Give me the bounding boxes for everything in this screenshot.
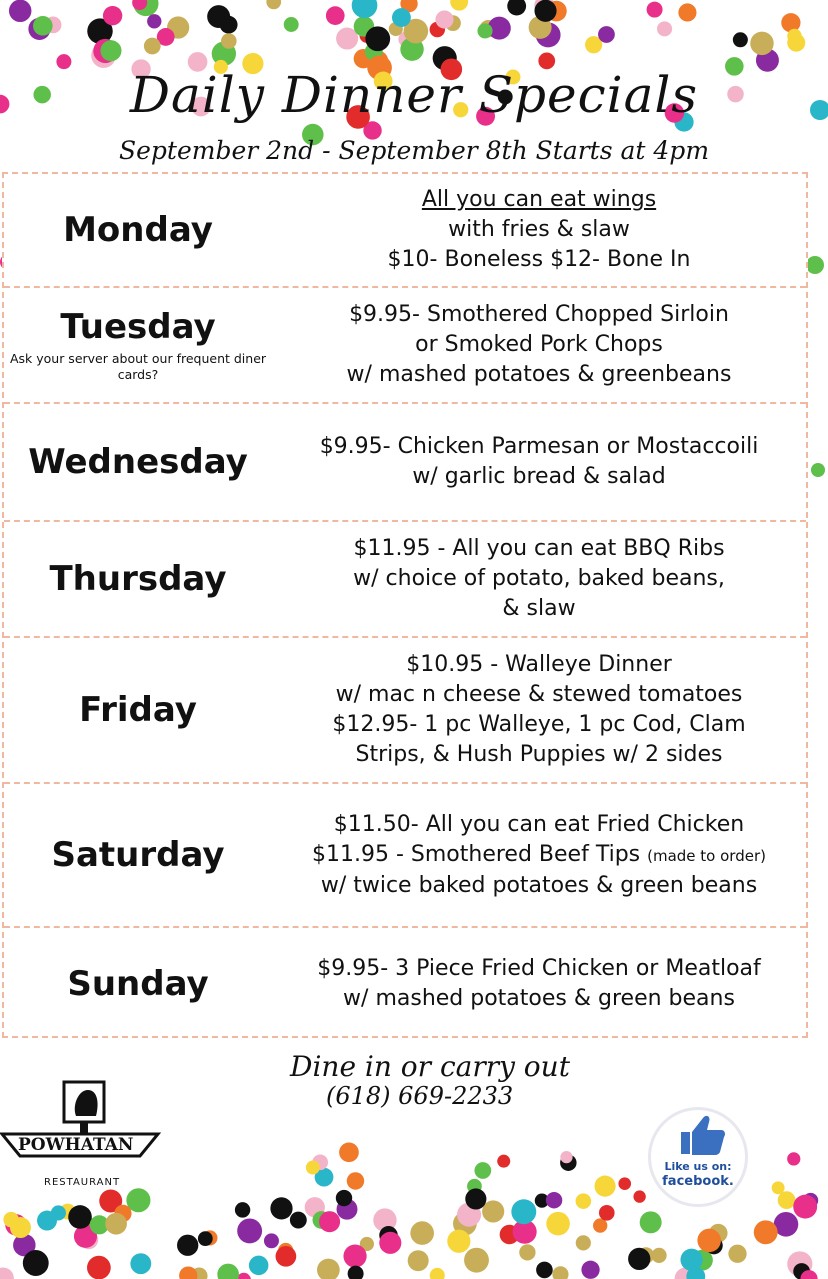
special-line xyxy=(406,650,672,680)
confetti-dot xyxy=(217,1264,239,1279)
special-line xyxy=(415,330,663,360)
special-line-text: with fries & slaw xyxy=(448,217,630,242)
confetti-dot xyxy=(787,1152,800,1165)
confetti-dot xyxy=(10,1217,31,1238)
day-label xyxy=(4,638,272,782)
confetti-dot xyxy=(33,16,53,36)
confetti-dot xyxy=(379,1232,401,1254)
special-line xyxy=(321,871,757,901)
confetti-dot xyxy=(68,1205,92,1229)
special-line-text: $11.95 - Smothered Beef Tips xyxy=(312,841,641,867)
confetti-dot xyxy=(519,1244,535,1260)
confetti-dot xyxy=(343,1244,366,1267)
confetti-dot xyxy=(633,1190,645,1202)
logo-subtitle: RESTAURANT xyxy=(44,1177,121,1188)
special-description xyxy=(272,638,806,782)
confetti-dot xyxy=(728,1245,746,1263)
special-line xyxy=(388,245,691,275)
confetti-dot xyxy=(408,1250,429,1271)
dine-in-tagline: Dine in or carry out xyxy=(290,1050,570,1083)
day-name: Thursday xyxy=(49,559,227,599)
confetti-dot xyxy=(628,1248,650,1270)
confetti-dot xyxy=(348,1266,364,1279)
confetti-dot xyxy=(778,1191,796,1209)
day-row-monday xyxy=(4,174,806,288)
confetti-dot xyxy=(651,1248,666,1263)
facebook-badge[interactable] xyxy=(648,1107,748,1207)
special-line xyxy=(343,984,735,1014)
confetti-dot xyxy=(264,1233,279,1248)
confetti-dot xyxy=(450,0,468,11)
special-line xyxy=(317,954,761,984)
confetti-dot xyxy=(464,1248,489,1273)
confetti-dot xyxy=(103,6,122,25)
special-line xyxy=(353,534,724,564)
special-line-text: $12.95- 1 pc Walleye, 1 pc Cod, Clam xyxy=(332,712,746,737)
logo-name: POWHATAN xyxy=(18,1135,134,1155)
confetti-dot xyxy=(249,1256,269,1276)
special-line-text: $10- Boneless $12- Bone In xyxy=(387,247,691,272)
confetti-dot xyxy=(290,1212,307,1229)
day-row-wednesday xyxy=(4,404,806,522)
confetti-dot xyxy=(546,1192,562,1208)
special-line-text: $9.95- Chicken Parmesan or Mostaccoili xyxy=(319,434,759,459)
day-label xyxy=(4,404,272,520)
confetti-dot xyxy=(811,463,825,477)
confetti-dot xyxy=(465,1188,486,1209)
confetti-dot xyxy=(576,1235,591,1250)
special-line-text: $11.50- All you can eat Fried Chicken xyxy=(333,811,745,837)
day-row-friday xyxy=(4,638,806,784)
special-line-text: & slaw xyxy=(502,596,576,621)
day-name: Sunday xyxy=(67,964,209,1004)
special-line-text: All you can eat wings xyxy=(421,187,657,212)
page-title: Daily Dinner Specials xyxy=(129,66,699,124)
confetti-dot xyxy=(220,16,238,34)
special-line xyxy=(332,710,745,740)
confetti-dot xyxy=(593,1218,607,1232)
day-name: Wednesday xyxy=(28,442,248,482)
confetti-dot xyxy=(546,1212,570,1236)
confetti-dot xyxy=(640,1211,662,1233)
phone-number[interactable]: (618) 669-2233 xyxy=(326,1082,514,1110)
special-line-text: $10.95 - Walleye Dinner xyxy=(406,652,672,677)
confetti-dot xyxy=(680,1249,702,1271)
confetti-dot xyxy=(435,10,453,28)
confetti-dot xyxy=(237,1218,262,1243)
confetti-dot xyxy=(87,1256,111,1279)
confetti-dot xyxy=(536,1262,553,1279)
confetti-dot xyxy=(497,1155,510,1168)
special-line-text: w/ mashed potatoes & green beans xyxy=(343,986,735,1011)
confetti-dot xyxy=(198,1231,213,1246)
day-name: Monday xyxy=(63,210,213,250)
confetti-dot xyxy=(733,32,748,47)
special-line xyxy=(422,185,656,215)
special-line xyxy=(349,300,729,330)
confetti-dot xyxy=(534,0,556,22)
day-label xyxy=(4,522,272,636)
day-note: Ask your server about our frequent diner cards? xyxy=(9,351,267,382)
special-description xyxy=(272,784,806,926)
confetti-dot xyxy=(657,21,672,36)
special-line-text: Strips, & Hush Puppies w/ 2 sides xyxy=(355,742,723,767)
confetti-dot xyxy=(754,1220,778,1244)
day-name: Friday xyxy=(79,690,197,730)
confetti-dot xyxy=(270,1197,292,1219)
special-line-text: w/ mashed potatoes & greenbeans xyxy=(346,362,732,387)
special-line-text: w/ twice baked potatoes & green beans xyxy=(320,872,758,898)
confetti-dot xyxy=(130,1253,151,1274)
confetti-dot xyxy=(474,1162,491,1179)
confetti-dot xyxy=(365,26,390,51)
confetti-dot xyxy=(9,0,31,22)
confetti-dot xyxy=(347,1172,364,1189)
confetti-dot xyxy=(0,1268,14,1279)
special-line xyxy=(412,462,665,492)
confetti-dot xyxy=(477,23,492,38)
confetti-dot xyxy=(284,17,299,32)
confetti-dot xyxy=(144,38,161,55)
date-range-subtitle: September 2nd - September 8th Starts at 4pm xyxy=(118,136,710,165)
confetti-dot xyxy=(511,1199,536,1224)
confetti-dot xyxy=(306,1161,320,1175)
confetti-dot xyxy=(447,1230,470,1253)
confetti-dot xyxy=(507,0,526,15)
confetti-dot xyxy=(781,13,800,32)
special-description xyxy=(272,174,806,286)
special-line-note: (made to order) xyxy=(647,846,766,865)
special-line xyxy=(448,215,630,245)
confetti-dot xyxy=(598,26,615,43)
day-label xyxy=(4,288,272,402)
confetti-dot xyxy=(319,1211,340,1232)
confetti-dot xyxy=(410,1221,434,1245)
special-description xyxy=(272,404,806,520)
confetti-dot xyxy=(793,1195,817,1219)
special-line-text: w/ mac n cheese & stewed tomatoes xyxy=(335,682,743,707)
confetti-dot xyxy=(23,1250,49,1276)
special-line xyxy=(347,360,732,390)
confetti-dot xyxy=(787,34,805,52)
confetti-dot xyxy=(221,33,237,49)
confetti-dot xyxy=(482,1200,504,1222)
special-description xyxy=(272,928,806,1040)
day-label xyxy=(4,784,272,926)
confetti-dot xyxy=(339,1142,359,1162)
day-row-thursday xyxy=(4,522,806,638)
confetti-dot xyxy=(326,6,345,25)
day-name: Saturday xyxy=(51,835,225,875)
special-description xyxy=(272,288,806,402)
confetti-dot xyxy=(105,1213,127,1235)
confetti-dot xyxy=(392,8,411,27)
special-line xyxy=(334,810,744,840)
day-label xyxy=(4,174,272,286)
confetti-dot xyxy=(599,1205,615,1221)
special-line xyxy=(356,740,723,770)
confetti-dot xyxy=(618,1177,631,1190)
special-description xyxy=(272,522,806,636)
confetti-dot xyxy=(750,32,773,55)
confetti-dot xyxy=(276,1246,297,1267)
confetti-dot xyxy=(266,0,281,9)
facebook-like-text: Like us on: xyxy=(664,1160,732,1173)
day-row-tuesday xyxy=(4,288,806,404)
special-line xyxy=(320,432,759,462)
confetti-dot xyxy=(594,1176,615,1197)
confetti-dot xyxy=(576,1193,592,1209)
special-line-text: $11.95 - All you can eat BBQ Ribs xyxy=(353,536,725,561)
facebook-name: facebook. xyxy=(662,1174,734,1189)
confetti-dot xyxy=(430,1268,445,1279)
confetti-dot xyxy=(697,1229,721,1253)
special-line-text: $9.95- Smothered Chopped Sirloin xyxy=(349,302,729,327)
special-line xyxy=(336,680,743,710)
special-line-text: w/ garlic bread & salad xyxy=(412,464,666,489)
special-line-text: or Smoked Pork Chops xyxy=(415,332,663,357)
confetti-dot xyxy=(552,1266,568,1279)
confetti-dot xyxy=(179,1266,197,1279)
confetti-dot xyxy=(177,1235,198,1256)
day-name: Tuesday xyxy=(60,307,216,347)
confetti-dot xyxy=(806,256,824,274)
special-line xyxy=(502,594,575,624)
day-label xyxy=(4,928,272,1040)
confetti-dot xyxy=(51,1205,66,1220)
confetti-dot xyxy=(235,1202,250,1217)
day-row-sunday xyxy=(4,928,806,1040)
day-row-saturday xyxy=(4,784,806,928)
confetti-dot xyxy=(581,1261,599,1279)
thumbs-up-icon xyxy=(651,1110,751,1160)
confetti-dot xyxy=(317,1259,340,1279)
specials-menu xyxy=(2,172,808,1038)
special-line xyxy=(353,564,725,594)
confetti-dot xyxy=(147,14,161,28)
confetti-dot xyxy=(560,1151,572,1163)
special-line xyxy=(312,840,766,871)
confetti-dot xyxy=(647,2,663,18)
special-line-text: $9.95- 3 Piece Fried Chicken or Meatloaf xyxy=(317,956,761,981)
confetti-dot xyxy=(772,1181,785,1194)
confetti-dot xyxy=(678,3,696,21)
confetti-dot xyxy=(336,1190,352,1206)
special-line-text: w/ choice of potato, baked beans, xyxy=(353,566,725,591)
confetti-dot xyxy=(100,40,121,61)
confetti-dot xyxy=(352,0,378,18)
